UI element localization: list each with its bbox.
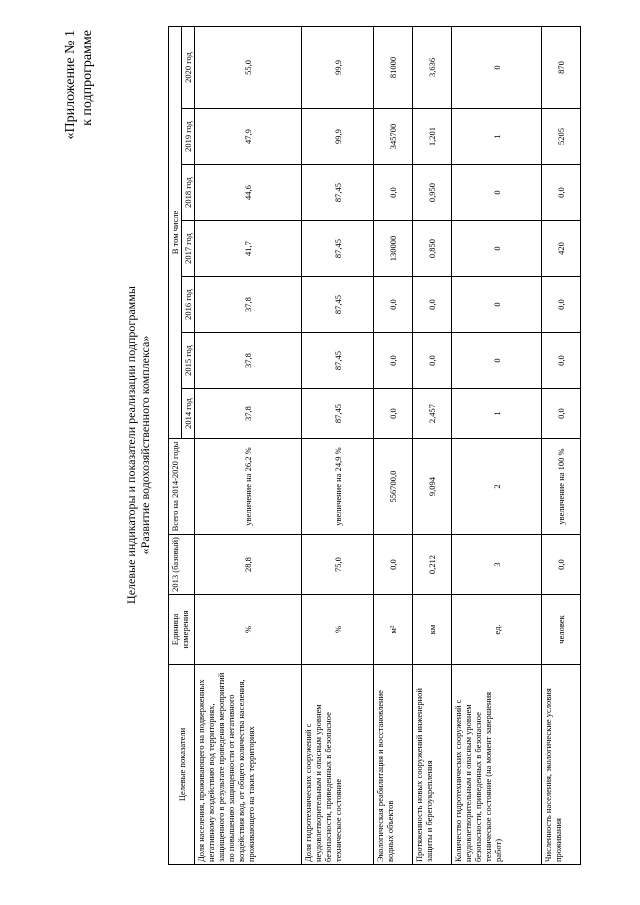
indicators-table: [168, 26, 581, 865]
header-row-top: [169, 26, 182, 864]
heading-line-2: «Развитие водохозяйственного комплекса»: [138, 335, 152, 555]
value-cell: 3,636: [413, 26, 452, 108]
value-cell: 0,850: [413, 221, 452, 277]
header-year: 2019 год: [182, 109, 195, 165]
value-cell: 0,0: [542, 333, 581, 389]
value-cell: 0,0: [413, 333, 452, 389]
total-cell: 2: [452, 439, 542, 535]
total-cell: увеличение на 100 %: [542, 439, 581, 535]
value-cell: 0,0: [542, 389, 581, 439]
indicator-name: Экологическая реабилитация и восстановление водных объектов: [374, 665, 413, 865]
unit-cell: км: [413, 595, 452, 665]
base-cell: 0,0: [542, 535, 581, 595]
table-row: [452, 26, 542, 864]
unit-cell: %: [195, 595, 302, 665]
value-cell: 87,45: [301, 389, 374, 439]
value-cell: 87,45: [301, 333, 374, 389]
heading-line-1: Целевые индикаторы и показатели реализации подпрограммы: [124, 286, 138, 604]
total-cell: 556700,0: [374, 439, 413, 535]
table-row: [542, 26, 581, 864]
header-year: 2016 год: [182, 277, 195, 333]
base-cell: 75,0: [301, 535, 374, 595]
value-cell: 0,0: [542, 277, 581, 333]
value-cell: 0,0: [413, 277, 452, 333]
header-indicator: Целевые показатели: [169, 665, 195, 865]
unit-cell: м²: [374, 595, 413, 665]
value-cell: 0,0: [374, 165, 413, 221]
header-year: 2020 год: [182, 26, 195, 108]
value-cell: 0: [452, 277, 542, 333]
appendix-line-1: «Приложение № 1: [63, 30, 78, 140]
header-base-year: 2013 (базовый): [169, 535, 195, 595]
table-row: [195, 26, 302, 864]
value-cell: 99,9: [301, 26, 374, 108]
value-cell: 37,8: [195, 389, 302, 439]
value-cell: 1: [452, 109, 542, 165]
total-cell: увеличение на 24,9 %: [301, 439, 374, 535]
value-cell: 81000: [374, 26, 413, 108]
header-year: 2018 год: [182, 165, 195, 221]
value-cell: 130000: [374, 221, 413, 277]
header-total: Всего на 2014-2020 годы: [169, 439, 195, 535]
appendix-label: [62, 30, 96, 200]
table-row: [301, 26, 374, 864]
value-cell: 55,0: [195, 26, 302, 108]
indicator-name: Доля гидротехнических сооружений с неудовлетворительным и опасным уровнем безопасности, приведенных в безопасное техническое состояние: [301, 665, 374, 865]
value-cell: 345700: [374, 109, 413, 165]
value-cell: 44,6: [195, 165, 302, 221]
value-cell: 5205: [542, 109, 581, 165]
total-cell: увеличение на 26,2 %: [195, 439, 302, 535]
value-cell: 0,950: [413, 165, 452, 221]
indicator-name: Протяженность новых сооружений инженерной защиты и берегоукрепления: [413, 665, 452, 865]
header-unit: Единица измерения: [169, 595, 195, 665]
value-cell: 870: [542, 26, 581, 108]
value-cell: 87,45: [301, 277, 374, 333]
header-including: В том числе: [169, 26, 182, 438]
base-cell: 28,8: [195, 535, 302, 595]
value-cell: 99,9: [301, 109, 374, 165]
indicator-name: Количество гидротехнических сооружений с неудовлетворительным и опасным уровнем безопасности, приведенных в безопасное техническое состояние (на момент завершения работ): [452, 665, 542, 865]
value-cell: 2,457: [413, 389, 452, 439]
indicator-name: Доля населения, проживающего на подверженных негативному воздействию вод территориях, защищенного в результате проведения мероприятий по повышению защищенности от негативного воздействия вод, от общего количества населения, проживающего на таких территориях: [195, 665, 302, 865]
table-row: [374, 26, 413, 864]
value-cell: 87,45: [301, 221, 374, 277]
value-cell: 0,0: [374, 389, 413, 439]
value-cell: 0: [452, 221, 542, 277]
value-cell: 0: [452, 165, 542, 221]
value-cell: 1,201: [413, 109, 452, 165]
unit-cell: ед.: [452, 595, 542, 665]
header-year: 2017 год: [182, 221, 195, 277]
base-cell: 0,212: [413, 535, 452, 595]
header-year: 2014 год: [182, 389, 195, 439]
header-year: 2015 год: [182, 333, 195, 389]
value-cell: 0: [452, 333, 542, 389]
value-cell: 87,45: [301, 165, 374, 221]
value-cell: 0,0: [374, 277, 413, 333]
table-row: [413, 26, 452, 864]
value-cell: 0,0: [542, 165, 581, 221]
unit-cell: %: [301, 595, 374, 665]
unit-cell: человек: [542, 595, 581, 665]
value-cell: 37,8: [195, 333, 302, 389]
appendix-line-2: к подпрограмме: [80, 30, 95, 126]
base-cell: 3: [452, 535, 542, 595]
base-cell: 0,0: [374, 535, 413, 595]
total-cell: 9,094: [413, 439, 452, 535]
indicator-name: Численность населения, экологические условия проживания: [542, 665, 581, 865]
value-cell: 0: [452, 26, 542, 108]
value-cell: 1: [452, 389, 542, 439]
value-cell: 420: [542, 221, 581, 277]
value-cell: 37,8: [195, 277, 302, 333]
document-heading: [124, 135, 152, 755]
value-cell: 0,0: [374, 333, 413, 389]
value-cell: 41,7: [195, 221, 302, 277]
value-cell: 47,9: [195, 109, 302, 165]
